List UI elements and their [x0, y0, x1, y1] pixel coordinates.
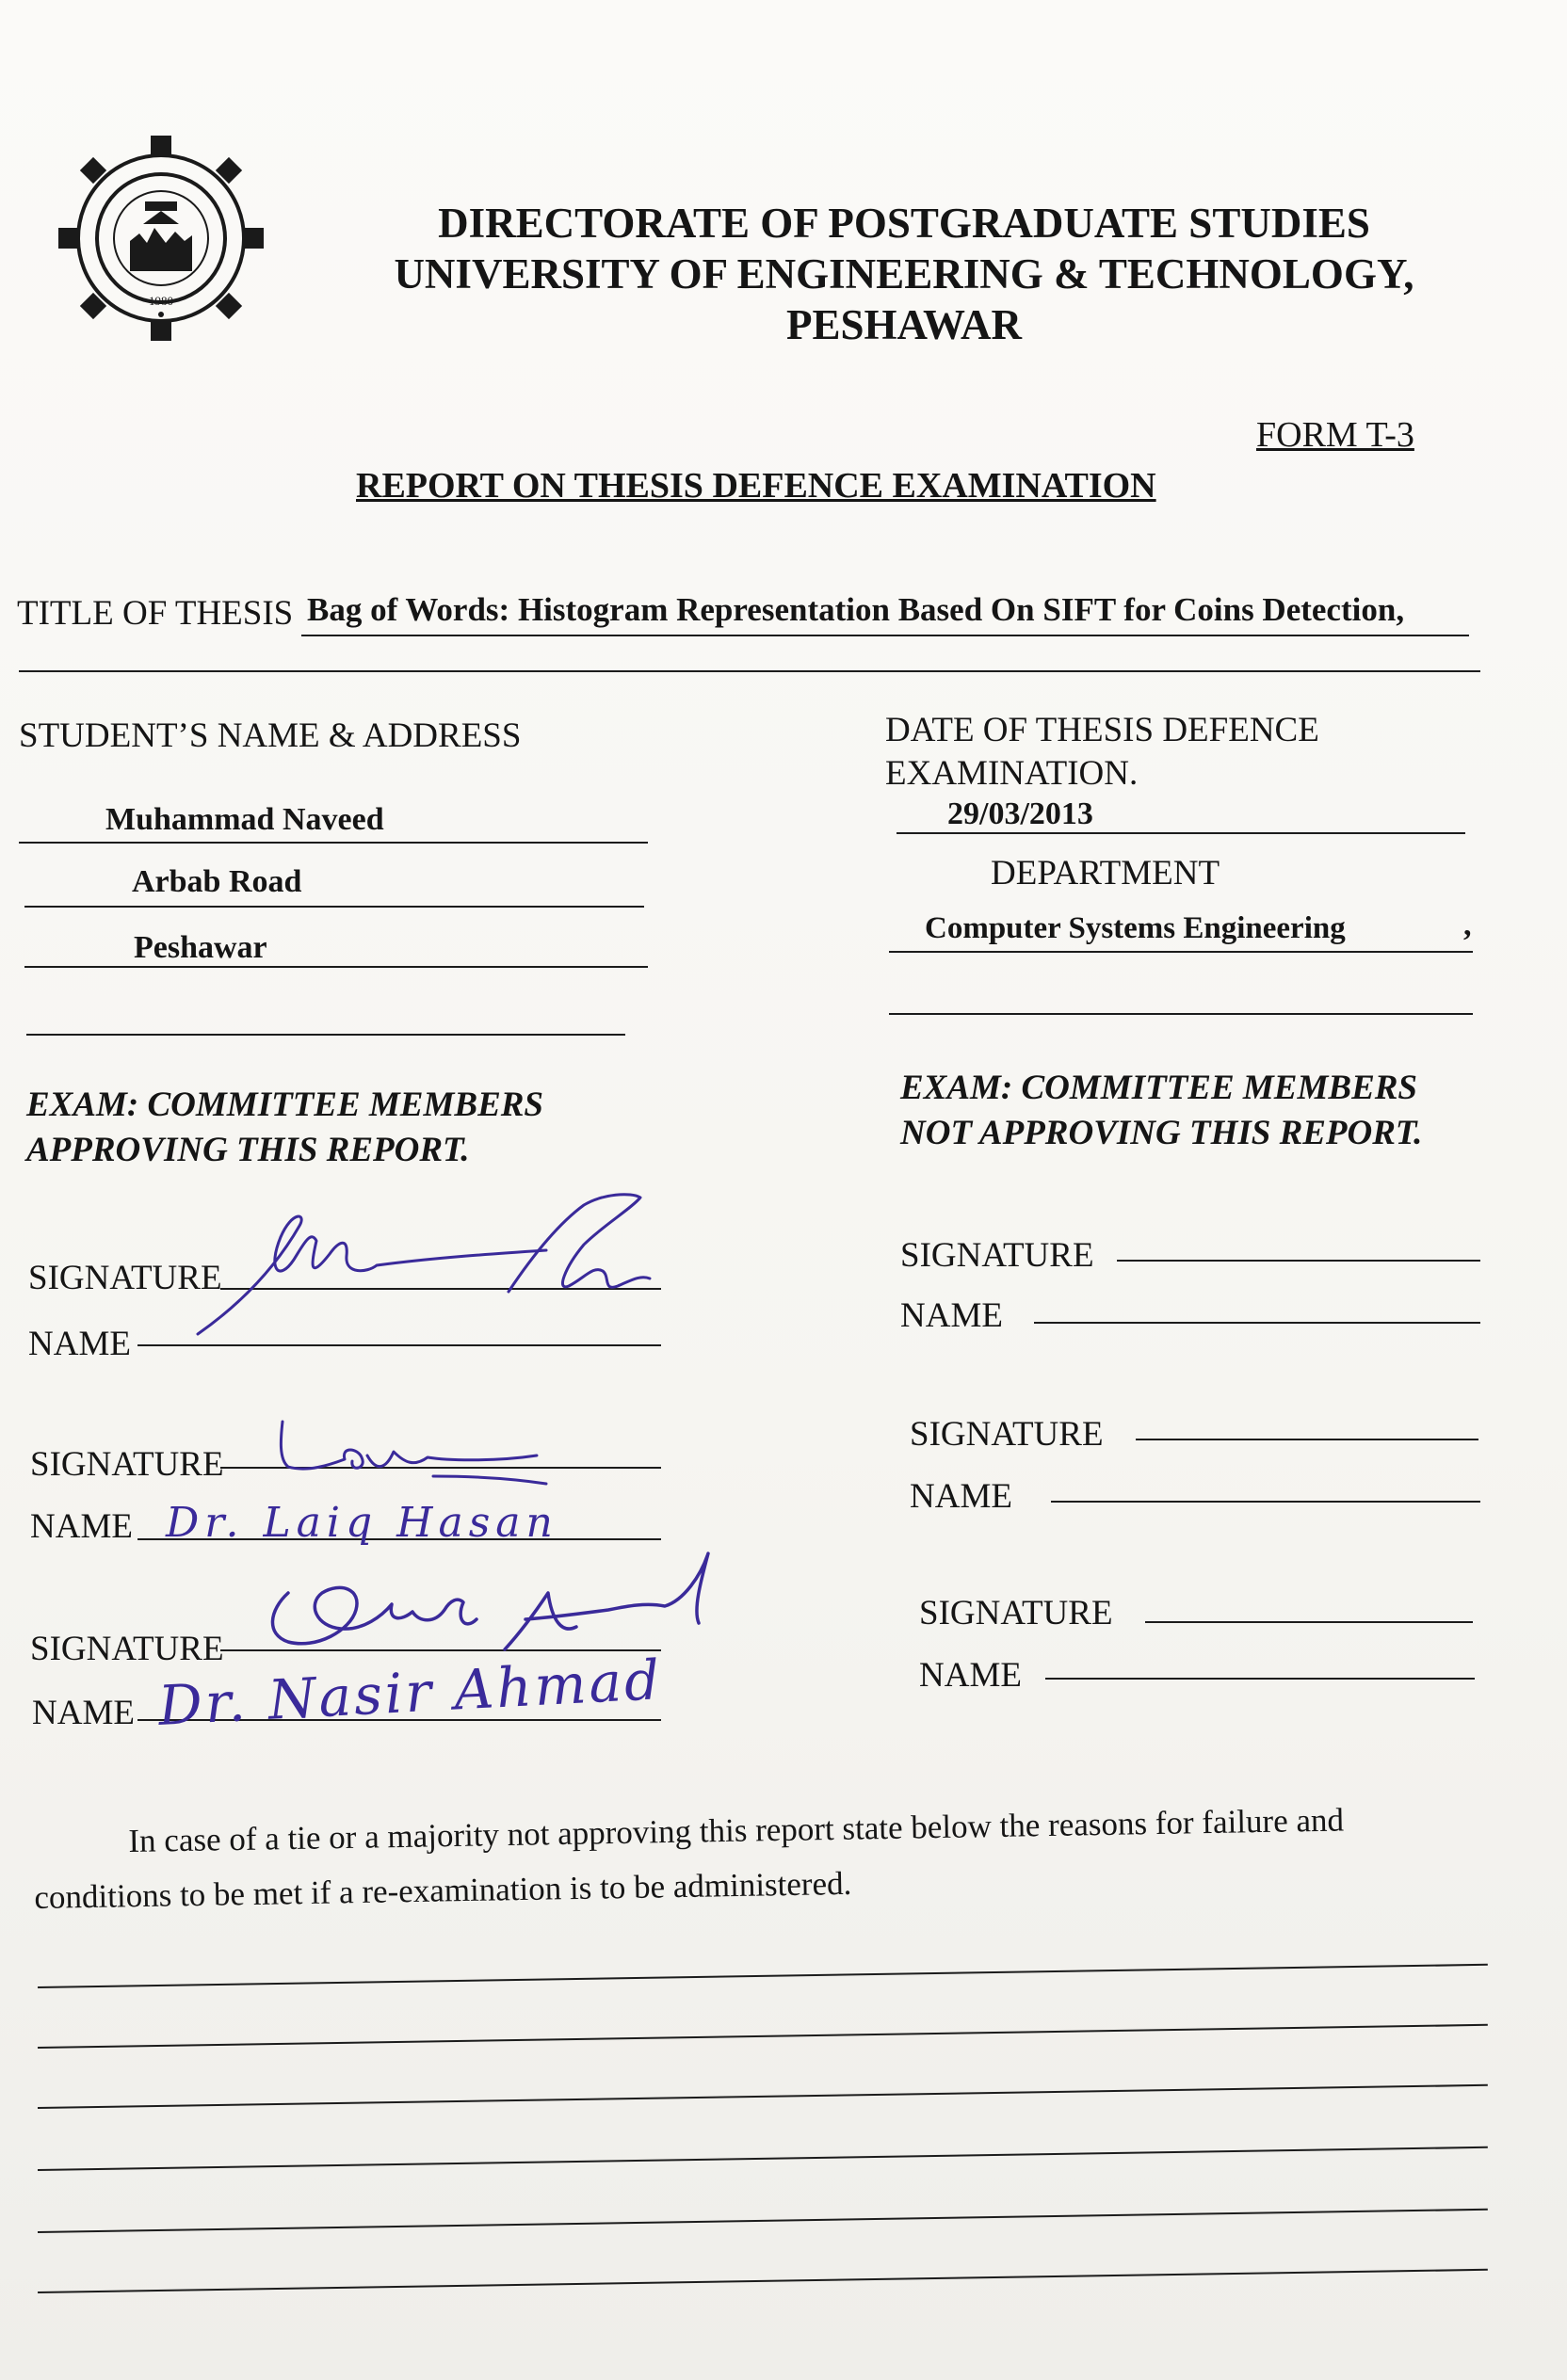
approving-name-label-2: NAME	[30, 1507, 133, 1546]
signature-3	[250, 1544, 740, 1666]
not-approving-name-label-2: NAME	[910, 1477, 1012, 1516]
not-approving-signature-label-1: SIGNATURE	[900, 1236, 1094, 1275]
header-line-2: UNIVERSITY OF ENGINEERING & TECHNOLOGY,	[394, 250, 1414, 298]
report-title: REPORT ON THESIS DEFENCE EXAMINATION	[356, 466, 1156, 506]
department-value: Computer Systems Engineering	[925, 911, 1346, 945]
form-number: FORM T-3	[1256, 415, 1414, 455]
thesis-title-label: TITLE OF THESIS	[17, 594, 294, 633]
approving-signature-label-3: SIGNATURE	[30, 1630, 224, 1668]
department-label: DEPARTMENT	[991, 854, 1220, 892]
department-trail: ,	[1463, 908, 1472, 942]
not-approving-heading-1: EXAM: COMMITTEE MEMBERS	[900, 1069, 1418, 1107]
approving-heading-2: APPROVING THIS REPORT.	[26, 1131, 470, 1169]
defence-date-label-1: DATE OF THESIS DEFENCE	[885, 711, 1319, 749]
header-line-3: PESHAWAR	[785, 301, 1023, 348]
header-line-1: DIRECTORATE OF POSTGRADUATE STUDIES	[438, 200, 1370, 247]
not-approving-name-label-3: NAME	[919, 1656, 1022, 1695]
signature-1	[188, 1188, 678, 1348]
defence-date-label-2: EXAMINATION.	[885, 754, 1139, 793]
not-approving-signature-label-3: SIGNATURE	[919, 1594, 1113, 1632]
instructions-line-1: In case of a tie or a majority not approving this report state below the reasons for failure and	[128, 1801, 1345, 1859]
signature-2	[226, 1410, 603, 1495]
approving-signature-label-2: SIGNATURE	[30, 1445, 224, 1484]
handwritten-name-2: Dr. Laiq Hasan	[166, 1499, 558, 1547]
instructions-line-2: conditions to be met if a re-examination is to be administered.	[34, 1864, 852, 1916]
student-address-2: Peshawar	[134, 930, 267, 965]
svg-text:1980: 1980	[149, 294, 173, 308]
thesis-title-value: Bag of Words: Histogram Representation Based On SIFT for Coins Detection,	[307, 591, 1405, 628]
handwritten-name-3: Dr. Nasir Ahmad	[156, 1648, 664, 1738]
student-label: STUDENT’S NAME & ADDRESS	[19, 716, 522, 755]
approving-heading-1: EXAM: COMMITTEE MEMBERS	[26, 1085, 544, 1124]
approving-name-label-3: NAME	[32, 1694, 135, 1732]
student-address-1: Arbab Road	[132, 864, 302, 899]
not-approving-heading-2: NOT APPROVING THIS REPORT.	[900, 1114, 1423, 1152]
university-seal-icon	[53, 130, 269, 346]
student-name: Muhammad Naveed	[105, 802, 384, 837]
not-approving-signature-label-2: SIGNATURE	[910, 1415, 1104, 1454]
approving-name-label-1: NAME	[28, 1325, 131, 1363]
not-approving-name-label-1: NAME	[900, 1296, 1003, 1335]
approving-signature-label-1: SIGNATURE	[28, 1259, 222, 1297]
defence-date: 29/03/2013	[947, 796, 1093, 831]
